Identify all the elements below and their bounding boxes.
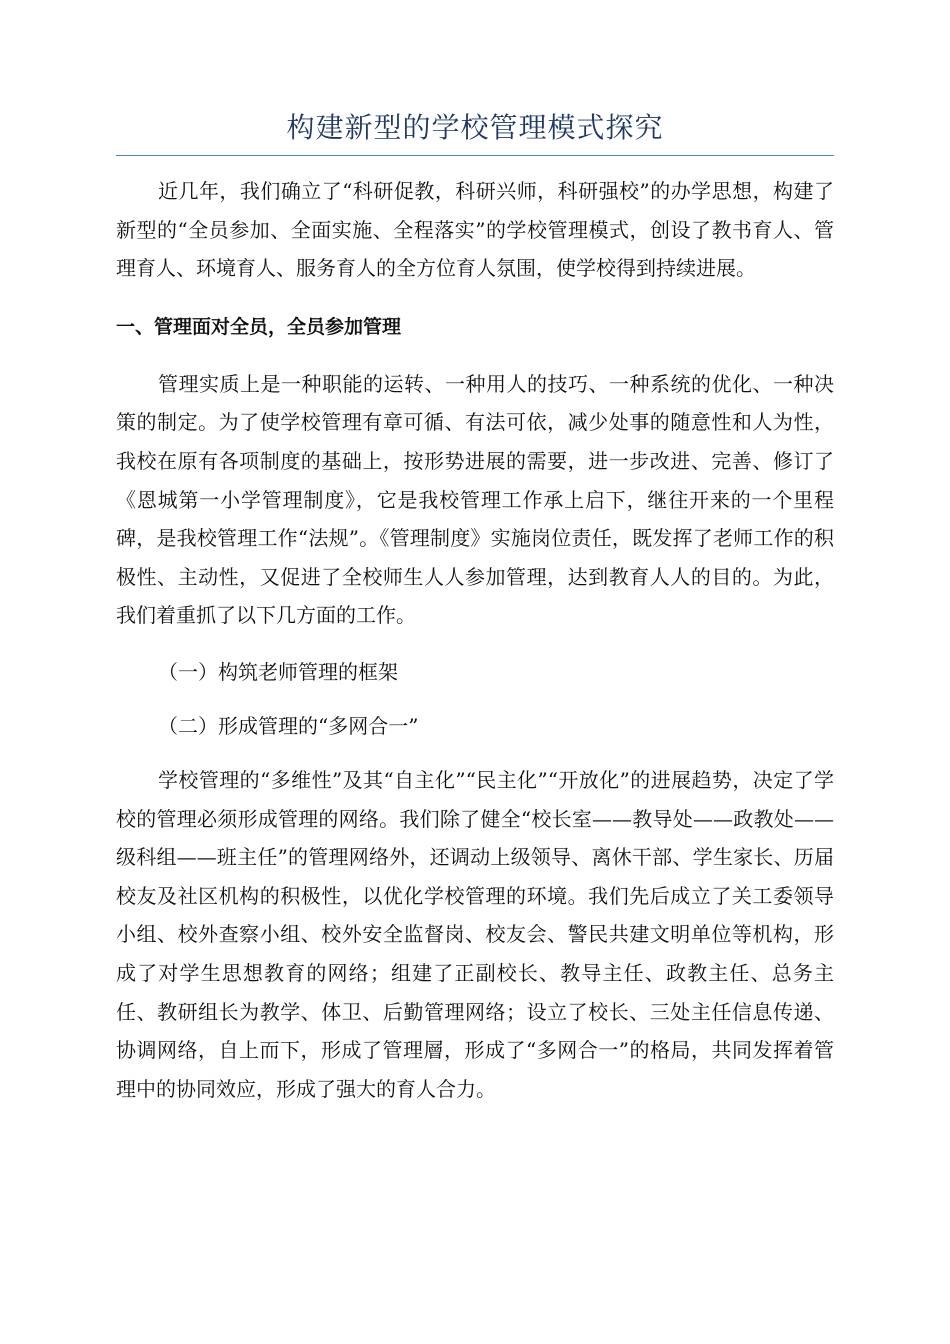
- intro-paragraph: 近几年，我们确立了“科研促教，科研兴师，科研强校”的办学思想，构建了新型的“全员参加、全面实施、全程落实”的学校管理模式，创设了教书育人、管理育人、环境育人、服务育人的全方位育人氛围，使学校得到持续进展。: [116, 179, 834, 281]
- title-block: [116, 108, 834, 156]
- title-underline: [116, 155, 834, 156]
- section1-paragraph: 管理实质上是一种职能的运转、一种用人的技巧、一种系统的优化、一种决策的制定。为了使学校管理有章可循、有法可依，减少处事的随意性和人为性，我校在原有各项制度的基础上，按形势进展的需要，进一步改进、完善、修订了《恩城第一小学管理制度》，它是我校管理工作承上启下，继往开来的一个里程碑，是我校管理工作“法规”。《管理制度》实施岗位责任，既发挥了老师工作的积极性、主动性，又促进了全校师生人人参加管理，达到教育人人的目的。为此，我们着重抓了以下几方面的工作。: [116, 371, 834, 628]
- page-title: 构建新型的学校管理模式探究: [286, 111, 664, 144]
- subheading-1: （一）构筑老师管理的框架: [158, 659, 398, 684]
- section-heading-1: 一、管理面对全员，全员参加管理: [116, 315, 402, 338]
- subheading-2: （二）形成管理的“多网合一”: [158, 713, 419, 738]
- section2-paragraph: 学校管理的“多维性”及其“自主化”“民主化”“开放化”的进展趋势，决定了学校的管理必须形成管理的网络。我们除了健全“校长室——教导处——政教处——级科组——班主任”的管理网络外，还调动上级领导、离休干部、学生家长、历届校友及社区机构的积极性，以优化学校管理的环境。我们先后成立了关工委领导小组、校外查察小组、校外安全监督岗、校友会、警民共建文明单位等机构，形成了对学生思想教育的网络；组建了正副校长、教导主任、政教主任、总务主任、教研组长为教学、体卫、后勤管理网络；设立了校长、三处主任信息传递、协调网络，自上而下，形成了管理層，形成了“多网合一”的格局，共同发挥着管理中的协同效应，形成了强大的育人合力。: [116, 767, 834, 1101]
- document-body: [116, 172, 834, 1108]
